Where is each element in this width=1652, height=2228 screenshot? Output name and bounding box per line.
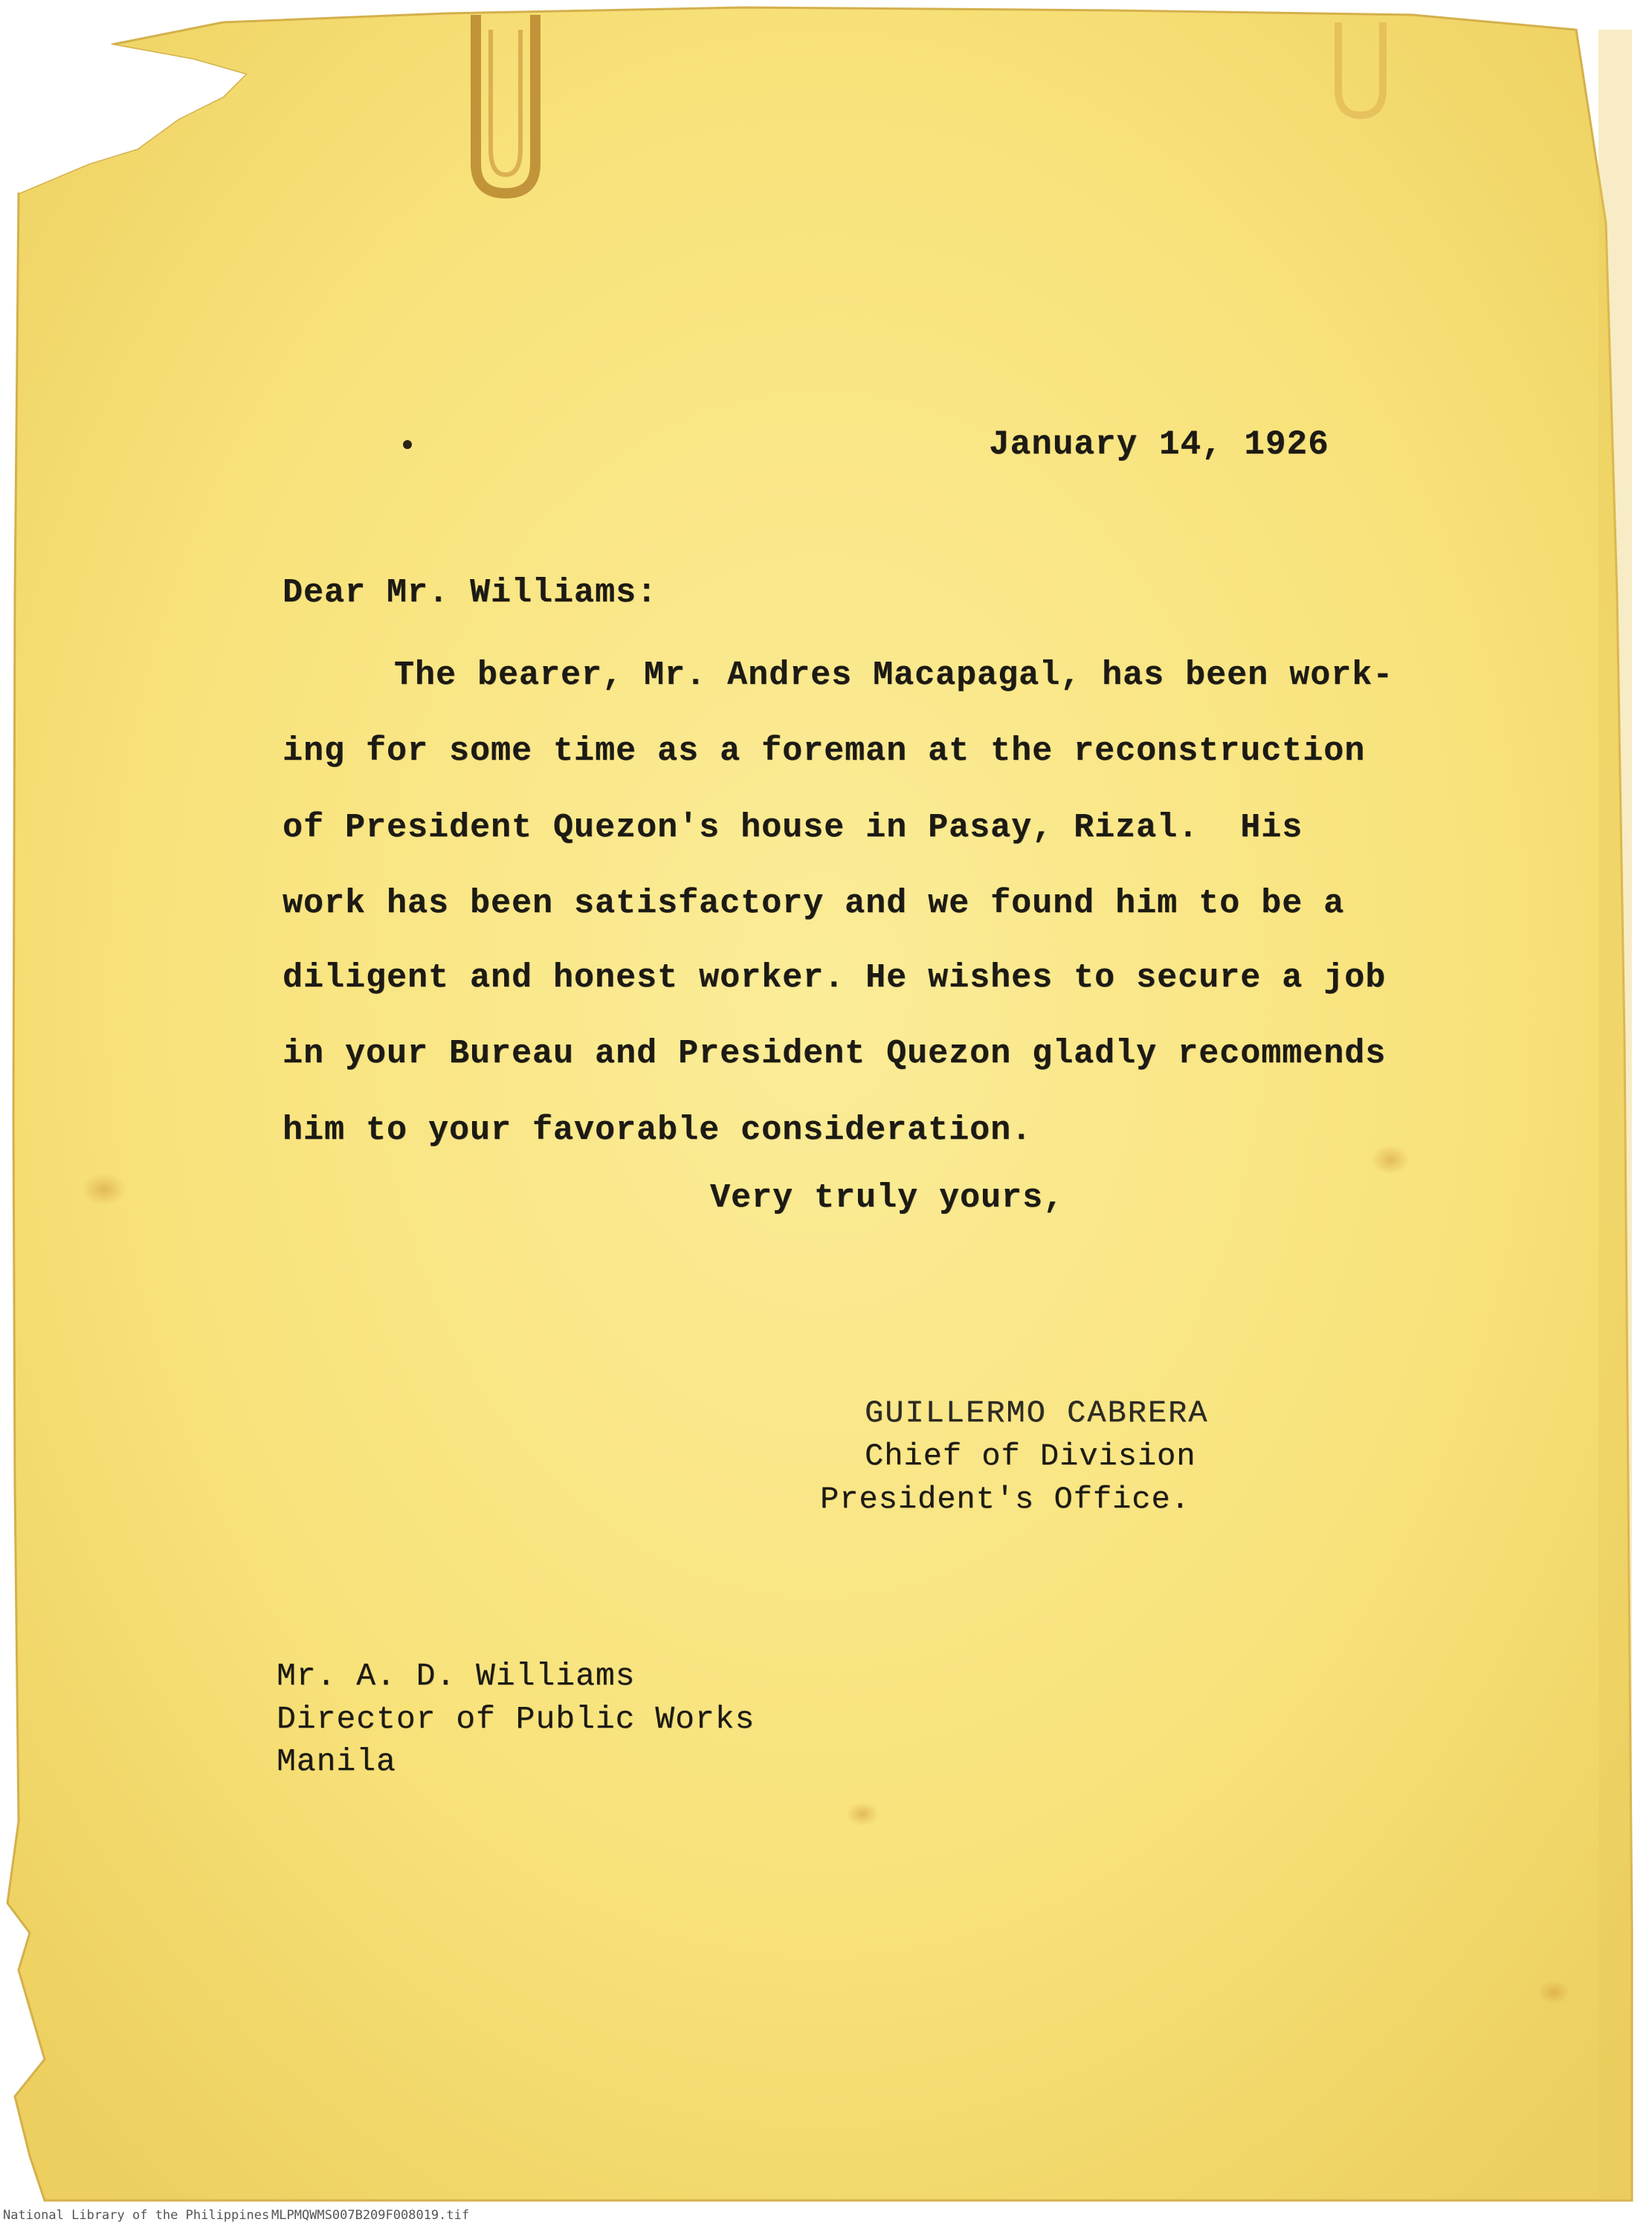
salutation: Dear Mr. Williams:: [283, 574, 658, 612]
body-line: ing for some time as a foreman at the reconstruction: [283, 732, 1366, 770]
letter-date: January 14, 1926: [989, 425, 1329, 464]
recipient-name: Mr. A. D. Williams: [277, 1658, 636, 1694]
ink-dot: [403, 440, 412, 449]
recipient-city: Manila: [277, 1743, 396, 1780]
body-line: him to your favorable consideration.: [283, 1111, 1033, 1149]
footer-library-credit: National Library of the Philippines: [3, 2208, 270, 2223]
body-line: work has been satisfactory and we found him to be a: [283, 885, 1345, 923]
body-line: in your Bureau and President Quezon gladly recommends: [283, 1035, 1387, 1073]
closing: Very truly yours,: [710, 1179, 1065, 1217]
signature-title: Chief of Division: [865, 1438, 1196, 1474]
signature-name: GUILLERMO CABRERA: [865, 1395, 1209, 1431]
footer-file-name: MLPMQWMS007B209F008019.tif: [271, 2208, 470, 2223]
signature-office: President's Office.: [820, 1482, 1190, 1517]
paper-body: [7, 7, 1632, 2200]
body-line: The bearer, Mr. Andres Macapagal, has been work-: [394, 656, 1394, 694]
body-line: of President Quezon's house in Pasay, Rizal. His: [283, 809, 1303, 847]
body-line: diligent and honest worker. He wishes to secure a job: [283, 959, 1387, 997]
recipient-title: Director of Public Works: [277, 1701, 755, 1737]
